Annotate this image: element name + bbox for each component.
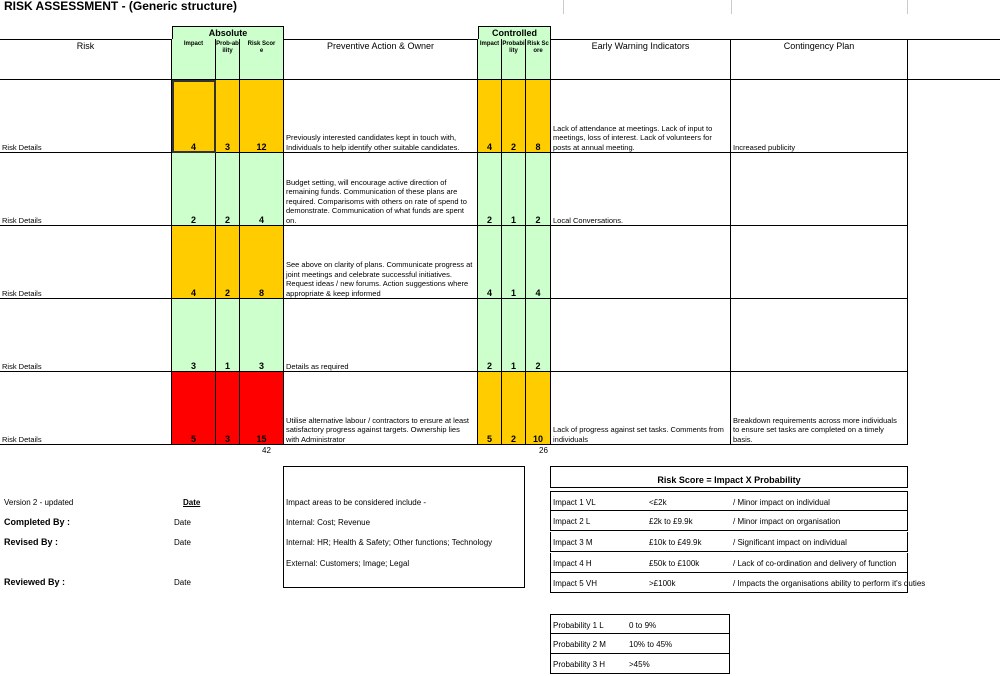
revised-date[interactable]: Date (174, 538, 191, 547)
contingency-text: Increased publicity (733, 142, 796, 152)
impact-area-external: External: Customers; Image; Legal (286, 559, 410, 568)
impact-value-cell[interactable] (172, 226, 216, 299)
early-warning-text-cell[interactable] (551, 372, 731, 445)
risk-score-header: Risk Score (247, 41, 276, 54)
contingency-text-cell[interactable] (731, 372, 908, 445)
impact-legend-row (550, 573, 926, 593)
impact-areas-heading: Impact areas to be considered include - (286, 498, 427, 507)
controlled-impact-value: 2 (486, 215, 492, 225)
risk-details-cell[interactable] (0, 226, 172, 299)
controlled-impact-value-cell[interactable] (478, 372, 502, 445)
risk-score-value: 4 (258, 215, 264, 225)
c-impact-header-cell (478, 39, 502, 80)
controlled-probability-value-cell[interactable] (502, 226, 526, 299)
risk-details-cell[interactable] (0, 299, 172, 372)
impact-value-cell[interactable] (172, 299, 216, 372)
controlled-probability-value: 2 (510, 434, 516, 444)
probability-legend-label: Probability 2 M (553, 640, 606, 649)
controlled-risk-score-value: 4 (535, 288, 541, 298)
probability-legend-range: 10% to 45% (629, 640, 673, 649)
contingency-text: Breakdown requirements across more individuals to ensure set tasks are completed on a timely basis. (733, 415, 897, 444)
controlled-risk-score-value: 10 (532, 434, 543, 444)
probability-legend-row (550, 654, 730, 674)
controlled-risk-score-value-cell[interactable] (526, 226, 551, 299)
risk-score-value: 8 (258, 288, 264, 298)
risk-details: Risk Details (2, 361, 42, 371)
risk-header: Risk (76, 41, 95, 51)
c-probability-header: Probability (502, 41, 525, 54)
c-probability-header-cell (502, 39, 526, 80)
impact-legend-label: Impact 2 L (553, 517, 591, 526)
risk-score-value-cell[interactable] (240, 226, 284, 299)
date-header: Date (183, 498, 201, 507)
c-risk-score-header: Risk Score (527, 41, 549, 54)
impact-legend-description: / Minor impact on organisation (733, 517, 841, 526)
risk-details-cell[interactable] (0, 372, 172, 445)
impact-header-cell (172, 39, 216, 80)
probability-value: 1 (224, 361, 230, 371)
grid-line (563, 0, 564, 14)
probability-value: 3 (224, 142, 230, 152)
controlled-impact-value-cell[interactable] (478, 226, 502, 299)
grid-line (907, 0, 908, 14)
impact-legend-description: / Lack of co-ordination and delivery of function (733, 559, 897, 568)
probability-value-cell[interactable] (216, 153, 240, 226)
early-warning-text: Lack of attendance at meetings. Lack of input to meetings, loss of interest. Lack of volunteers for posts at annual meeting. (553, 123, 713, 152)
impact-value-cell[interactable] (172, 153, 216, 226)
absolute-group-header (172, 26, 284, 40)
risk-score-value: 15 (256, 434, 267, 444)
impact-value: 4 (190, 142, 196, 152)
impact-legend-label: Impact 3 M (553, 538, 593, 547)
absolute-total: 42 (262, 446, 271, 455)
early-warning-text: Local Conversations. (553, 215, 624, 225)
controlled-risk-score-value-cell[interactable] (526, 299, 551, 372)
controlled-impact-value-cell[interactable] (478, 80, 502, 153)
preventive-action-cell[interactable] (284, 80, 478, 153)
probability-value-cell[interactable] (216, 80, 240, 153)
early-warning-text-cell[interactable] (551, 299, 731, 372)
contingency-header-cell (731, 39, 908, 80)
impact-header: Impact (183, 41, 204, 47)
impact-legend-range: £10k to £49.9k (649, 538, 702, 547)
controlled-risk-score-value: 2 (535, 361, 541, 371)
impact-value-cell[interactable] (172, 372, 216, 445)
probability-value: 2 (224, 288, 230, 298)
contingency-header: Contingency Plan (783, 41, 855, 51)
impact-value: 3 (190, 361, 196, 371)
score-legend-title-box (550, 466, 908, 488)
probability-legend-range: >45% (629, 660, 650, 669)
revised-by-label: Revised By : (4, 537, 59, 547)
risk-score-value: 3 (258, 361, 264, 371)
impact-legend-range: £50k to £100k (649, 559, 700, 568)
preventive-action: Budget setting, will encourage active direction of remaining funds. Communication of these plans are required. Comparisoms with others on rate of spend to demonstrate. Communication of what funds are spent on. (286, 177, 467, 225)
impact-legend-row (550, 532, 908, 552)
grid-line (908, 79, 1000, 80)
probability-legend-label: Probability 3 H (553, 660, 606, 669)
preventive-action: Utilise alternative labour / contractors to ensure at least satisfactory progress against targets. Ownership lies with Administrator (286, 415, 470, 444)
risk-details: Risk Details (2, 288, 42, 298)
probability-value: 2 (224, 215, 230, 225)
early-warning-text-cell[interactable] (551, 226, 731, 299)
c-risk-score-header-cell (526, 39, 551, 80)
impact-area-internal-2: Internal: HR; Health & Safety; Other functions; Technology (286, 538, 493, 547)
absolute-group-label: Absolute (208, 28, 248, 38)
impact-legend-range: >£100k (649, 579, 676, 588)
probability-header: Prob-ability (216, 41, 239, 54)
reviewed-by-label: Reviewed By : (4, 577, 66, 587)
preventive-header-cell (284, 39, 478, 80)
impact-legend-label: Impact 5 VH (553, 579, 598, 588)
controlled-probability-value-cell[interactable] (502, 153, 526, 226)
controlled-probability-value: 1 (510, 361, 516, 371)
risk-details: Risk Details (2, 434, 42, 444)
controlled-group-label: Controlled (492, 28, 537, 38)
controlled-impact-value-cell[interactable] (478, 299, 502, 372)
early-warning-header-cell (551, 39, 731, 80)
preventive-action: Details as required (286, 361, 349, 371)
controlled-risk-score-value-cell[interactable] (526, 372, 551, 445)
page-title: RISK ASSESSMENT - (Generic structure) (4, 0, 237, 13)
early-warning-header: Early Warning Indicators (591, 41, 690, 51)
score-legend-title: Risk Score = Impact X Probability (657, 475, 801, 485)
version-label: Version 2 - updated (4, 498, 74, 507)
probability-legend-range: 0 to 9% (629, 621, 657, 630)
impact-legend-label: Impact 4 H (553, 559, 592, 568)
risk-score-value-cell[interactable] (240, 299, 284, 372)
preventive-action: See above on clarity of plans. Communicate progress at joint meetings and celebrate successful initiatives. Request ideas / new forums. Action suggestions where appropriate & keep informed (286, 260, 473, 298)
risk-details-cell[interactable] (0, 80, 172, 153)
controlled-impact-value: 2 (486, 361, 492, 371)
probability-value-cell[interactable] (216, 372, 240, 445)
probability-value-cell[interactable] (216, 299, 240, 372)
controlled-impact-value-cell[interactable] (478, 153, 502, 226)
probability-value-cell[interactable] (216, 226, 240, 299)
controlled-risk-score-value-cell[interactable] (526, 80, 551, 153)
controlled-probability-value: 1 (510, 288, 516, 298)
contingency-text-cell[interactable] (731, 80, 908, 153)
preventive-action-cell[interactable] (284, 299, 478, 372)
impact-legend-label: Impact 1 VL (553, 498, 596, 507)
probability-legend-label: Probability 1 L (553, 621, 604, 630)
completed-by-label: Completed By : (4, 517, 71, 527)
controlled-group-header (478, 26, 551, 40)
impact-legend-row (550, 491, 908, 511)
probability-legend-row (550, 614, 730, 634)
impact-legend-row (550, 553, 908, 573)
risk-score-value-cell[interactable] (240, 153, 284, 226)
early-warning-text-cell[interactable] (551, 80, 731, 153)
preventive-action-cell[interactable] (284, 153, 478, 226)
risk-score-value-cell[interactable] (240, 80, 284, 153)
controlled-probability-value-cell[interactable] (502, 372, 526, 445)
preventive-action-cell[interactable] (284, 372, 478, 445)
controlled-risk-score-value: 2 (535, 215, 541, 225)
impact-legend-range: £2k to £9.9k (649, 517, 693, 526)
impact-legend-description: / Impacts the organisations ability to perform it's duties (733, 579, 926, 588)
risk-header-cell (0, 39, 172, 80)
impact-value: 4 (190, 288, 196, 298)
impact-legend-description: / Significant impact on individual (733, 538, 847, 547)
contingency-text-cell[interactable] (731, 299, 908, 372)
risk-score-value: 12 (256, 142, 267, 152)
impact-value: 5 (190, 434, 196, 444)
risk-score-value-cell[interactable] (240, 372, 284, 445)
controlled-impact-value: 4 (486, 288, 492, 298)
impact-areas-box (283, 466, 525, 588)
controlled-probability-value: 2 (510, 142, 516, 152)
risk-score-header-cell (240, 39, 284, 80)
controlled-probability-value: 1 (510, 215, 516, 225)
probability-legend-row (550, 634, 730, 654)
controlled-probability-value-cell[interactable] (502, 80, 526, 153)
risk-details-cell[interactable] (0, 153, 172, 226)
c-impact-header: Impact (479, 41, 500, 47)
risk-details: Risk Details (2, 215, 42, 225)
controlled-probability-value-cell[interactable] (502, 299, 526, 372)
controlled-risk-score-value: 8 (535, 142, 541, 152)
preventive-action-cell[interactable] (284, 226, 478, 299)
impact-value: 2 (190, 215, 196, 225)
preventive-action: Previously interested candidates kept in touch with, Individuals to help identify other suitable candidates. (286, 133, 460, 152)
probability-value: 3 (224, 434, 230, 444)
impact-legend-range: <£2k (649, 498, 667, 507)
contingency-text-cell[interactable] (731, 226, 908, 299)
completed-date[interactable]: Date (174, 518, 191, 527)
selected-cell-outline (172, 80, 216, 153)
controlled-risk-score-value-cell[interactable] (526, 153, 551, 226)
impact-area-internal-1: Internal: Cost; Revenue (286, 518, 371, 527)
early-warning-text-cell[interactable] (551, 153, 731, 226)
preventive-header: Preventive Action & Owner (326, 41, 435, 51)
risk-details: Risk Details (2, 142, 42, 152)
controlled-impact-value: 5 (486, 434, 492, 444)
impact-legend-description: / Minor impact on individual (733, 498, 830, 507)
probability-header-cell (216, 39, 240, 80)
controlled-total: 26 (539, 446, 548, 455)
contingency-text-cell[interactable] (731, 153, 908, 226)
reviewed-date[interactable]: Date (174, 578, 191, 587)
early-warning-text: Lack of progress against set tasks. Comments from individuals (553, 425, 724, 444)
controlled-impact-value: 4 (486, 142, 492, 152)
grid-line (731, 0, 732, 14)
impact-legend-row (550, 511, 908, 531)
